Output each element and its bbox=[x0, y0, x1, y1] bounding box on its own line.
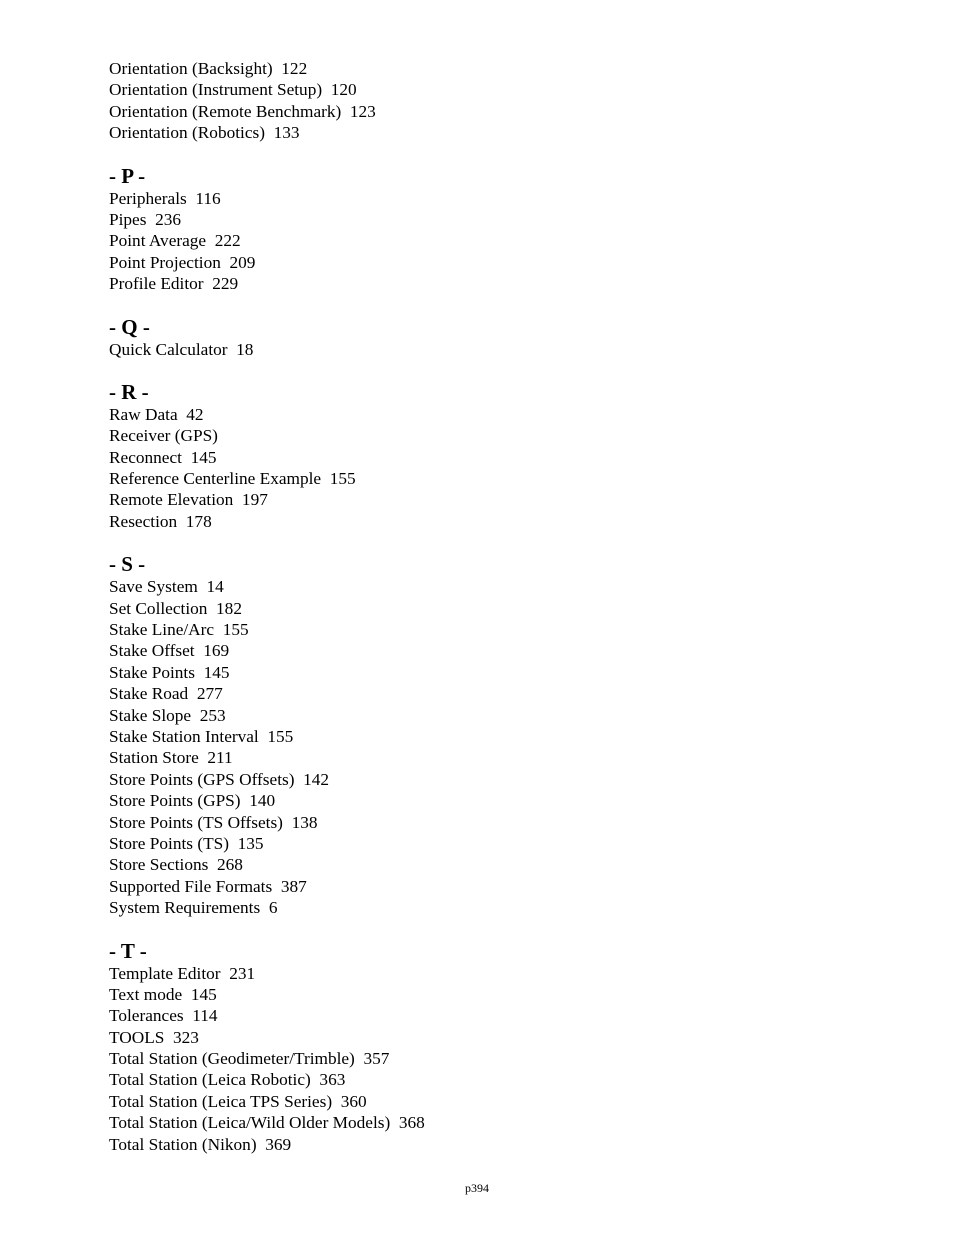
index-entry: Set Collection 182 bbox=[109, 598, 242, 618]
index-entry: Stake Points 145 bbox=[109, 662, 230, 682]
index-entry: Tolerances 114 bbox=[109, 1006, 218, 1026]
index-entry: Supported File Formats 387 bbox=[109, 876, 307, 896]
index-letter-heading: - T - bbox=[109, 938, 147, 963]
index-entry: TOOLS 323 bbox=[109, 1027, 199, 1047]
index-entry: Remote Elevation 197 bbox=[109, 490, 268, 510]
index-letter-heading: - R - bbox=[109, 379, 149, 404]
index-entry: Save System 14 bbox=[109, 577, 224, 597]
index-group bbox=[109, 58, 869, 144]
index-entry: Profile Editor 229 bbox=[109, 274, 239, 294]
page-number: p394 bbox=[465, 1181, 489, 1195]
index-entry: Point Projection 209 bbox=[109, 252, 256, 272]
index-entry: Point Average 222 bbox=[109, 231, 241, 251]
index-entry: Total Station (Leica TPS Series) 360 bbox=[109, 1091, 367, 1111]
index-entry: Peripherals 116 bbox=[109, 188, 221, 208]
index-entry: Total Station (Leica Robotic) 363 bbox=[109, 1070, 346, 1090]
index-entry: Store Points (GPS) 140 bbox=[109, 791, 276, 811]
index-entry: Store Points (TS Offsets) 138 bbox=[109, 812, 318, 832]
index-entry: Stake Slope 253 bbox=[109, 705, 226, 725]
index-entry: Raw Data 42 bbox=[109, 404, 204, 424]
index-entry: Quick Calculator 18 bbox=[109, 339, 254, 359]
index-entry: Receiver (GPS) bbox=[109, 426, 218, 446]
index-entry: Station Store 211 bbox=[109, 748, 233, 768]
index-group bbox=[109, 164, 869, 295]
index-entry: Resection 178 bbox=[109, 511, 212, 531]
index-entry: Text mode 145 bbox=[109, 984, 217, 1004]
index-group bbox=[109, 939, 869, 1156]
index-entry: System Requirements 6 bbox=[109, 898, 278, 918]
index-letter-heading: - Q - bbox=[109, 314, 150, 339]
index-letter-heading: - P - bbox=[109, 163, 146, 188]
index-entry: Stake Station Interval 155 bbox=[109, 726, 294, 746]
index-entry: Orientation (Instrument Setup) 120 bbox=[109, 80, 357, 100]
index-entry: Store Sections 268 bbox=[109, 855, 243, 875]
index-entry: Total Station (Leica/Wild Older Models) 368 bbox=[109, 1113, 425, 1133]
index-entry: Orientation (Remote Benchmark) 123 bbox=[109, 101, 376, 121]
index-entry: Store Points (TS) 135 bbox=[109, 833, 264, 853]
index-group bbox=[109, 380, 869, 532]
index-entry: Template Editor 231 bbox=[109, 963, 256, 983]
index-group bbox=[109, 552, 869, 918]
index-entry: Total Station (Nikon) 369 bbox=[109, 1134, 292, 1154]
index-entry: Stake Road 277 bbox=[109, 684, 223, 704]
index-entry: Orientation (Robotics) 133 bbox=[109, 123, 300, 143]
index-group bbox=[109, 315, 869, 360]
index-entry: Reference Centerline Example 155 bbox=[109, 469, 356, 489]
index-entry: Total Station (Geodimeter/Trimble) 357 bbox=[109, 1049, 390, 1069]
index-page bbox=[109, 58, 869, 1155]
index-letter-heading: - S - bbox=[109, 552, 146, 577]
index-entry: Store Points (GPS Offsets) 142 bbox=[109, 769, 330, 789]
index-entry: Pipes 236 bbox=[109, 209, 182, 229]
index-entry: Orientation (Backsight) 122 bbox=[109, 59, 308, 78]
index-entry: Reconnect 145 bbox=[109, 447, 217, 467]
index-entry: Stake Line/Arc 155 bbox=[109, 620, 249, 640]
index-entry: Stake Offset 169 bbox=[109, 641, 230, 661]
